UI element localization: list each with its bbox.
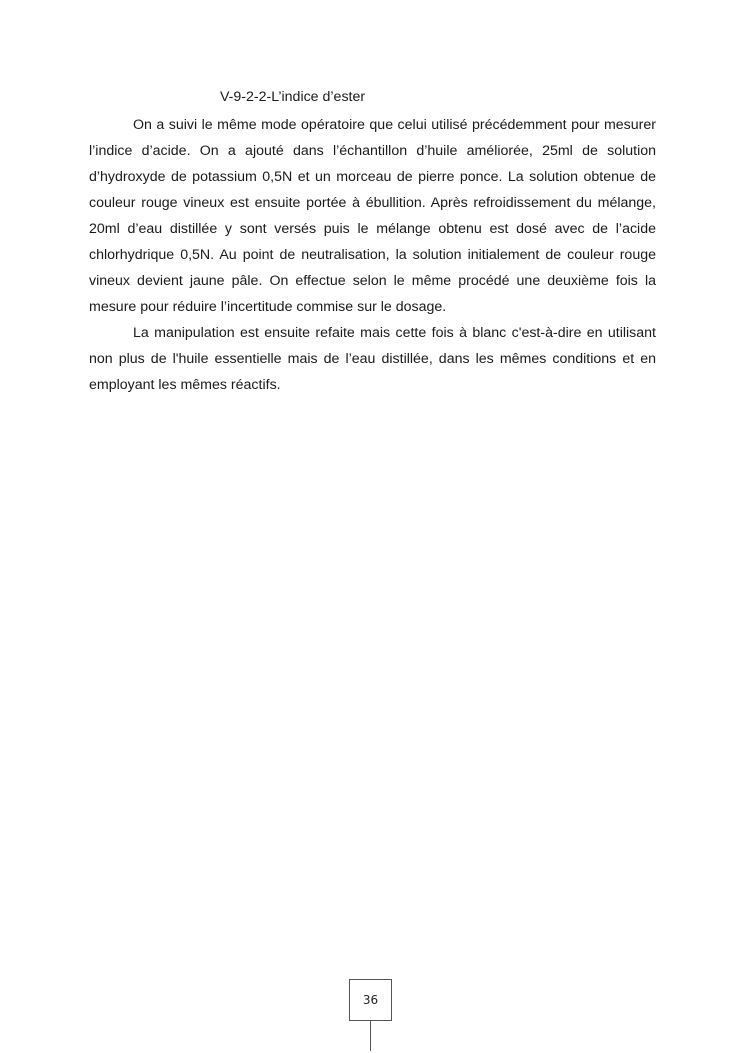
body-text bbox=[89, 112, 656, 398]
paragraph-blank-test: La manipulation est ensuite refaite mais cette fois à blanc c'est-à-dire en utilisant non plus de l'huile essentielle mais de l’eau distillée, dans les mêmes conditions et en employant les mêmes réactifs. bbox=[89, 325, 656, 393]
page-number: 36 bbox=[362, 993, 379, 1007]
page-number-box bbox=[349, 979, 392, 1021]
paragraph-procedure: On a suivi le même mode opératoire que celui utilisé précédemment pour mesurer l’indice d’acide. On a ajouté dans l’échantillon d’huile améliorée, 25ml de solution d’hydroxyde de potassium 0,5N et un morceau de pierre ponce. La solution obtenue de couleur rouge vineux est ensuite portée à ébullition. Après refroidissement du mélange, 20ml d’eau distillée y sont versés puis le mélange obtenu est dosé avec de l’acide chlorhydrique 0,5N. Au point de neutralisation, la solution initialement de couleur rouge vineux devient jaune pâle. On effectue selon le même procédé une deuxième fois la mesure pour réduire l’incertitude commise sur le dosage. bbox=[89, 117, 656, 315]
page-number-stem-line bbox=[370, 1021, 371, 1051]
section-heading: V-9-2-2-L’indice d’ester bbox=[220, 89, 366, 105]
